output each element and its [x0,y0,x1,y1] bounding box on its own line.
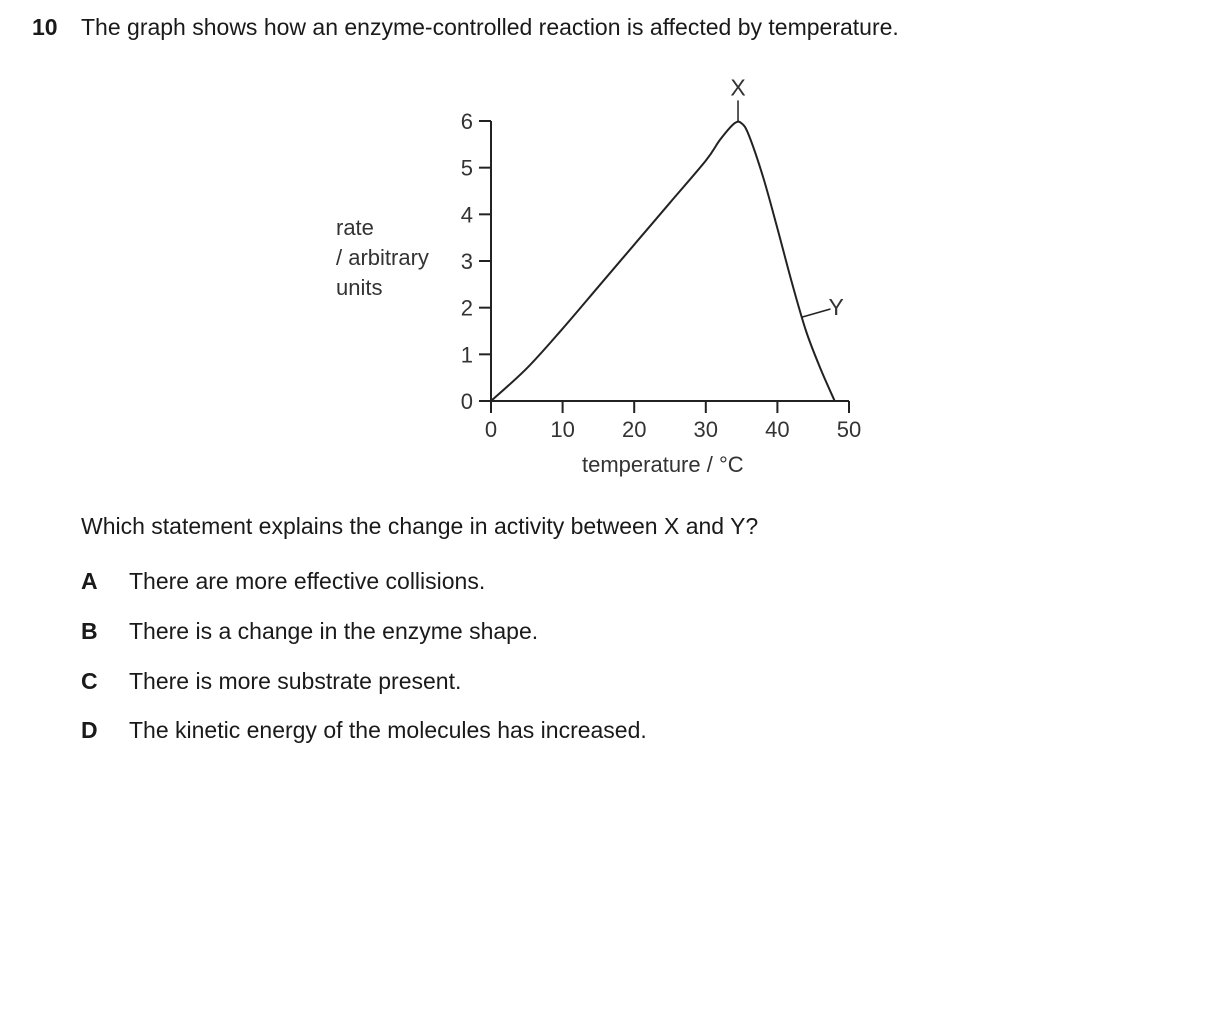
y-axis-label-line-3: units [336,275,383,300]
option-text: There is a change in the enzyme shape. [129,618,539,644]
x-tick-label: 40 [765,417,790,442]
y-tick-label: 5 [460,155,473,181]
option-letter: B [81,618,98,644]
rate-vs-temperature-chart [0,0,1209,500]
option-letter: A [81,568,98,594]
x-axis-label: temperature / °C [582,452,744,477]
option-c[interactable] [81,668,461,695]
option-a[interactable] [81,568,485,595]
y-axis-label-line-1: rate [336,215,374,240]
rate-curve [491,122,835,401]
y-tick-label: 4 [460,202,473,228]
y-tick-label: 2 [460,295,473,321]
question-text: The graph shows how an enzyme-controlled reaction is affected by temperature. [81,14,899,40]
option-b[interactable] [81,618,538,645]
question-number: 10 [32,14,58,40]
option-letter: D [81,717,98,743]
option-letter: C [81,668,98,694]
y-tick-label: 3 [460,249,473,274]
y-axis-label [336,213,429,303]
question-prompt: Which statement explains the change in activity between X and Y? [81,513,759,539]
y-tick-label: 6 [460,109,473,134]
option-d[interactable] [81,717,647,744]
x-tick-label: 20 [621,417,647,442]
y-tick-label: 0 [460,389,473,414]
annotation-x-label: X [730,74,746,101]
y-annotation-leader [802,309,830,317]
x-tick-label: 30 [693,417,719,442]
x-tick-label: 10 [550,417,575,442]
x-tick-label: 50 [836,417,862,442]
y-axis-label-line-2: / arbitrary [336,245,429,270]
y-tick-label: 1 [460,342,473,368]
option-text: There are more effective collisions. [129,568,486,594]
x-tick-label: 0 [484,417,498,442]
option-text: The kinetic energy of the molecules has increased. [129,717,647,743]
option-text: There is more substrate present. [129,668,462,694]
annotation-y-label: Y [828,294,844,320]
